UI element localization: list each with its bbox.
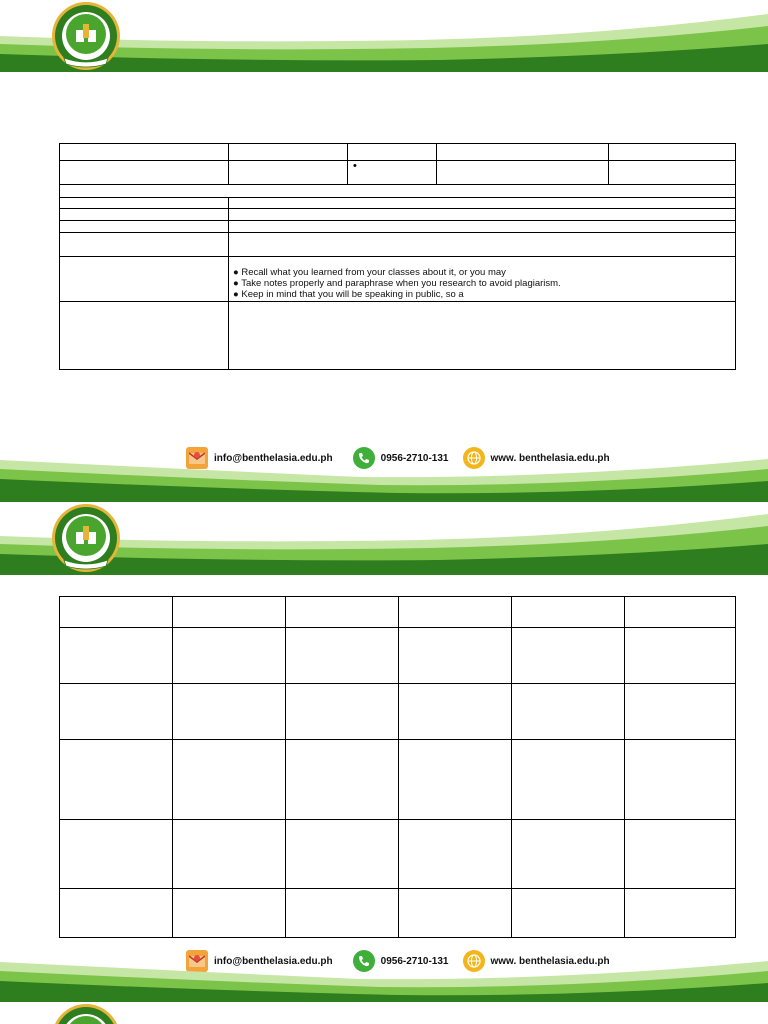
school-seal-logo — [50, 1002, 122, 1024]
website-text: www. benthelasia.edu.ph — [490, 955, 610, 967]
table-cell — [173, 889, 286, 938]
table-cell — [286, 740, 399, 820]
bullet-mark: • — [353, 160, 357, 172]
table-cell — [609, 161, 736, 185]
table-cell — [60, 740, 173, 820]
table-cell — [286, 889, 399, 938]
table-cell — [60, 889, 173, 938]
table-cell — [286, 684, 399, 740]
table-cell — [348, 161, 437, 185]
table-cell — [625, 889, 736, 938]
table-cell — [173, 820, 286, 889]
table-cell — [625, 628, 736, 684]
table-cell — [286, 820, 399, 889]
table-cell — [512, 740, 625, 820]
table-cell — [229, 144, 348, 161]
table-cell — [229, 198, 736, 209]
table-cell — [399, 820, 512, 889]
table-cell — [437, 144, 609, 161]
table-cell — [286, 597, 399, 628]
page-3 — [0, 1002, 768, 1024]
tip-item: ● Keep in mind that you will be speaking in public, so a — [233, 289, 464, 300]
table-cell — [229, 302, 736, 370]
footer-band — [0, 957, 768, 1002]
table-cell — [173, 740, 286, 820]
table-cell — [173, 597, 286, 628]
table-cell — [348, 144, 437, 161]
table-cell — [286, 628, 399, 684]
table-cell — [512, 820, 625, 889]
table-cell — [399, 889, 512, 938]
table-cell — [60, 233, 229, 257]
tips-cell — [229, 257, 736, 302]
table-cell — [60, 302, 229, 370]
tip-item: ● Recall what you learned from your classes about it, or you may — [233, 267, 506, 278]
table-cell — [609, 144, 736, 161]
footer-band — [0, 452, 768, 502]
table-cell — [512, 684, 625, 740]
table-cell — [60, 820, 173, 889]
table-cell — [60, 198, 229, 209]
table-cell — [512, 889, 625, 938]
lesson-plan-table — [59, 143, 736, 370]
table-cell — [625, 740, 736, 820]
table-cell — [229, 221, 736, 233]
table-cell — [60, 209, 229, 221]
table-cell — [437, 161, 609, 185]
table-cell — [625, 597, 736, 628]
table-cell — [399, 684, 512, 740]
table-cell — [399, 597, 512, 628]
page-1 — [0, 0, 768, 502]
email-text: info@benthelasia.edu.ph — [214, 955, 333, 967]
table-cell — [60, 684, 173, 740]
rubric-table — [59, 596, 736, 938]
page-2 — [0, 502, 768, 1002]
table-cell — [229, 161, 348, 185]
table-cell — [60, 257, 229, 302]
website-text: www. benthelasia.edu.ph — [490, 452, 610, 464]
table-cell — [625, 684, 736, 740]
table-cell — [173, 628, 286, 684]
table-cell — [60, 144, 229, 161]
table-cell — [625, 820, 736, 889]
table-cell — [60, 185, 736, 198]
school-seal-logo — [50, 502, 122, 574]
phone-text: 0956-2710-131 — [380, 955, 449, 967]
table-cell — [173, 684, 286, 740]
table-cell — [60, 161, 229, 185]
phone-text: 0956-2710-131 — [380, 452, 449, 464]
school-seal-logo — [50, 0, 122, 72]
tip-item: ● Take notes properly and paraphrase when you research to avoid plagiarism. — [233, 278, 561, 289]
tips-list — [229, 267, 735, 300]
table-cell — [512, 628, 625, 684]
table-cell — [399, 628, 512, 684]
table-cell — [60, 221, 229, 233]
table-cell — [229, 233, 736, 257]
table-cell — [399, 740, 512, 820]
table-cell — [512, 597, 625, 628]
email-text: info@benthelasia.edu.ph — [214, 452, 333, 464]
table-cell — [60, 628, 173, 684]
table-cell — [229, 209, 736, 221]
table-cell — [60, 597, 173, 628]
